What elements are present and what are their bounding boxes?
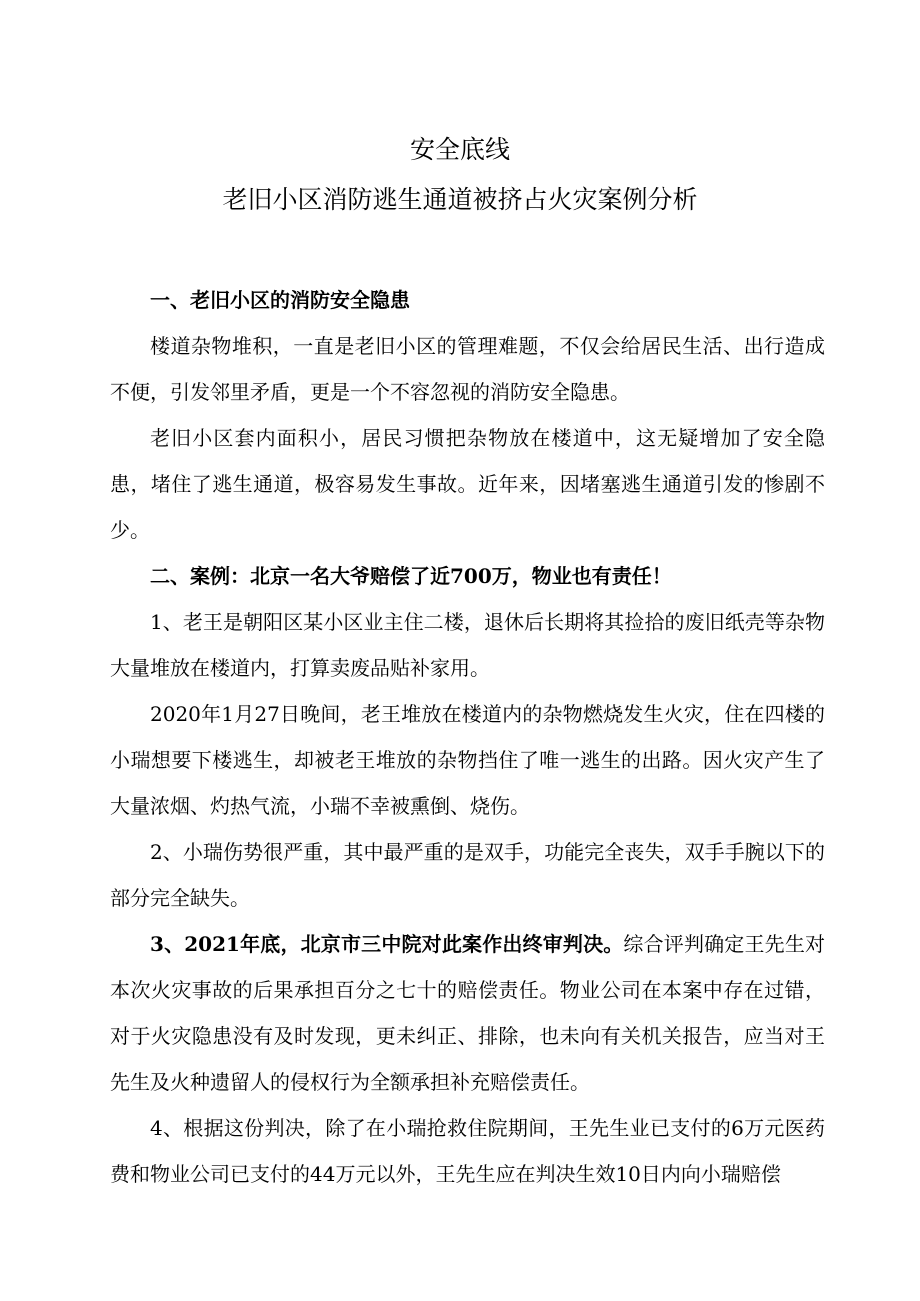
paragraph-case-fire: 2020年1月27日晚间，老王堆放在楼道内的杂物燃烧发生火灾，住在四楼的小瑞想要下楼逃生，却被老王堆放的杂物挡住了唯一逃生的出路。因火灾产生了大量浓烟、灼热气流，小瑞不幸被熏倒、烧伤。 (110, 702, 825, 818)
paragraph-clutter: 楼道杂物堆积，一直是老旧小区的管理难题，不仅会给居民生活、出行造成不便，引发邻里矛盾，更是一个不容忽视的消防安全隐患。 (110, 334, 825, 404)
document-body (110, 277, 825, 1197)
paragraph-case-3 (110, 921, 825, 1105)
section-heading-case: 二、案例：北京一名大爷赔偿了近700万，物业也有责任！ (150, 564, 672, 588)
document-title: 安全底线 (409, 135, 510, 164)
paragraph-case-1: 1、老王是朝阳区某小区业主住二楼，退休后长期将其捡拾的废旧纸壳等杂物大量堆放在楼道内，打算卖废品贴补家用。 (110, 610, 825, 680)
paragraph-small-apartments: 老旧小区套内面积小，居民习惯把杂物放在楼道中，这无疑增加了安全隐患，堵住了逃生通道，极容易发生事故。近年来，因堵塞逃生通道引发的惨剧不少。 (110, 426, 825, 542)
section-heading-hazards: 一、老旧小区的消防安全隐患 (150, 288, 410, 312)
verdict-lead: 3、2021年底，北京市三中院对此案作出终审判决。 (150, 932, 624, 956)
paragraph-case-2: 2、小瑞伤势很严重，其中最严重的是双手，功能完全丧失，双手手腕以下的部分完全缺失。 (110, 840, 825, 910)
verdict-text: 综合评判确定王先生对本次火灾事故的后果承担百分之七十的赔偿责任。物业公司在本案中存在过错，对于火灾隐患没有及时发现，更未纠正、排除，也未向有关机关报告，应当对王先生及火种遗留人的侵权行为全额承担补充赔偿责任。 (110, 932, 825, 1094)
document-subtitle: 老旧小区消防逃生通道被挤占火灾案例分析 (222, 185, 698, 214)
paragraph-case-4: 4、根据这份判决，除了在小瑞抢救住院期间，王先生业已支付的6万元医药费和物业公司已支付的44万元以外，王先生应在判决生效10日内向小瑞赔偿 (110, 1116, 825, 1186)
